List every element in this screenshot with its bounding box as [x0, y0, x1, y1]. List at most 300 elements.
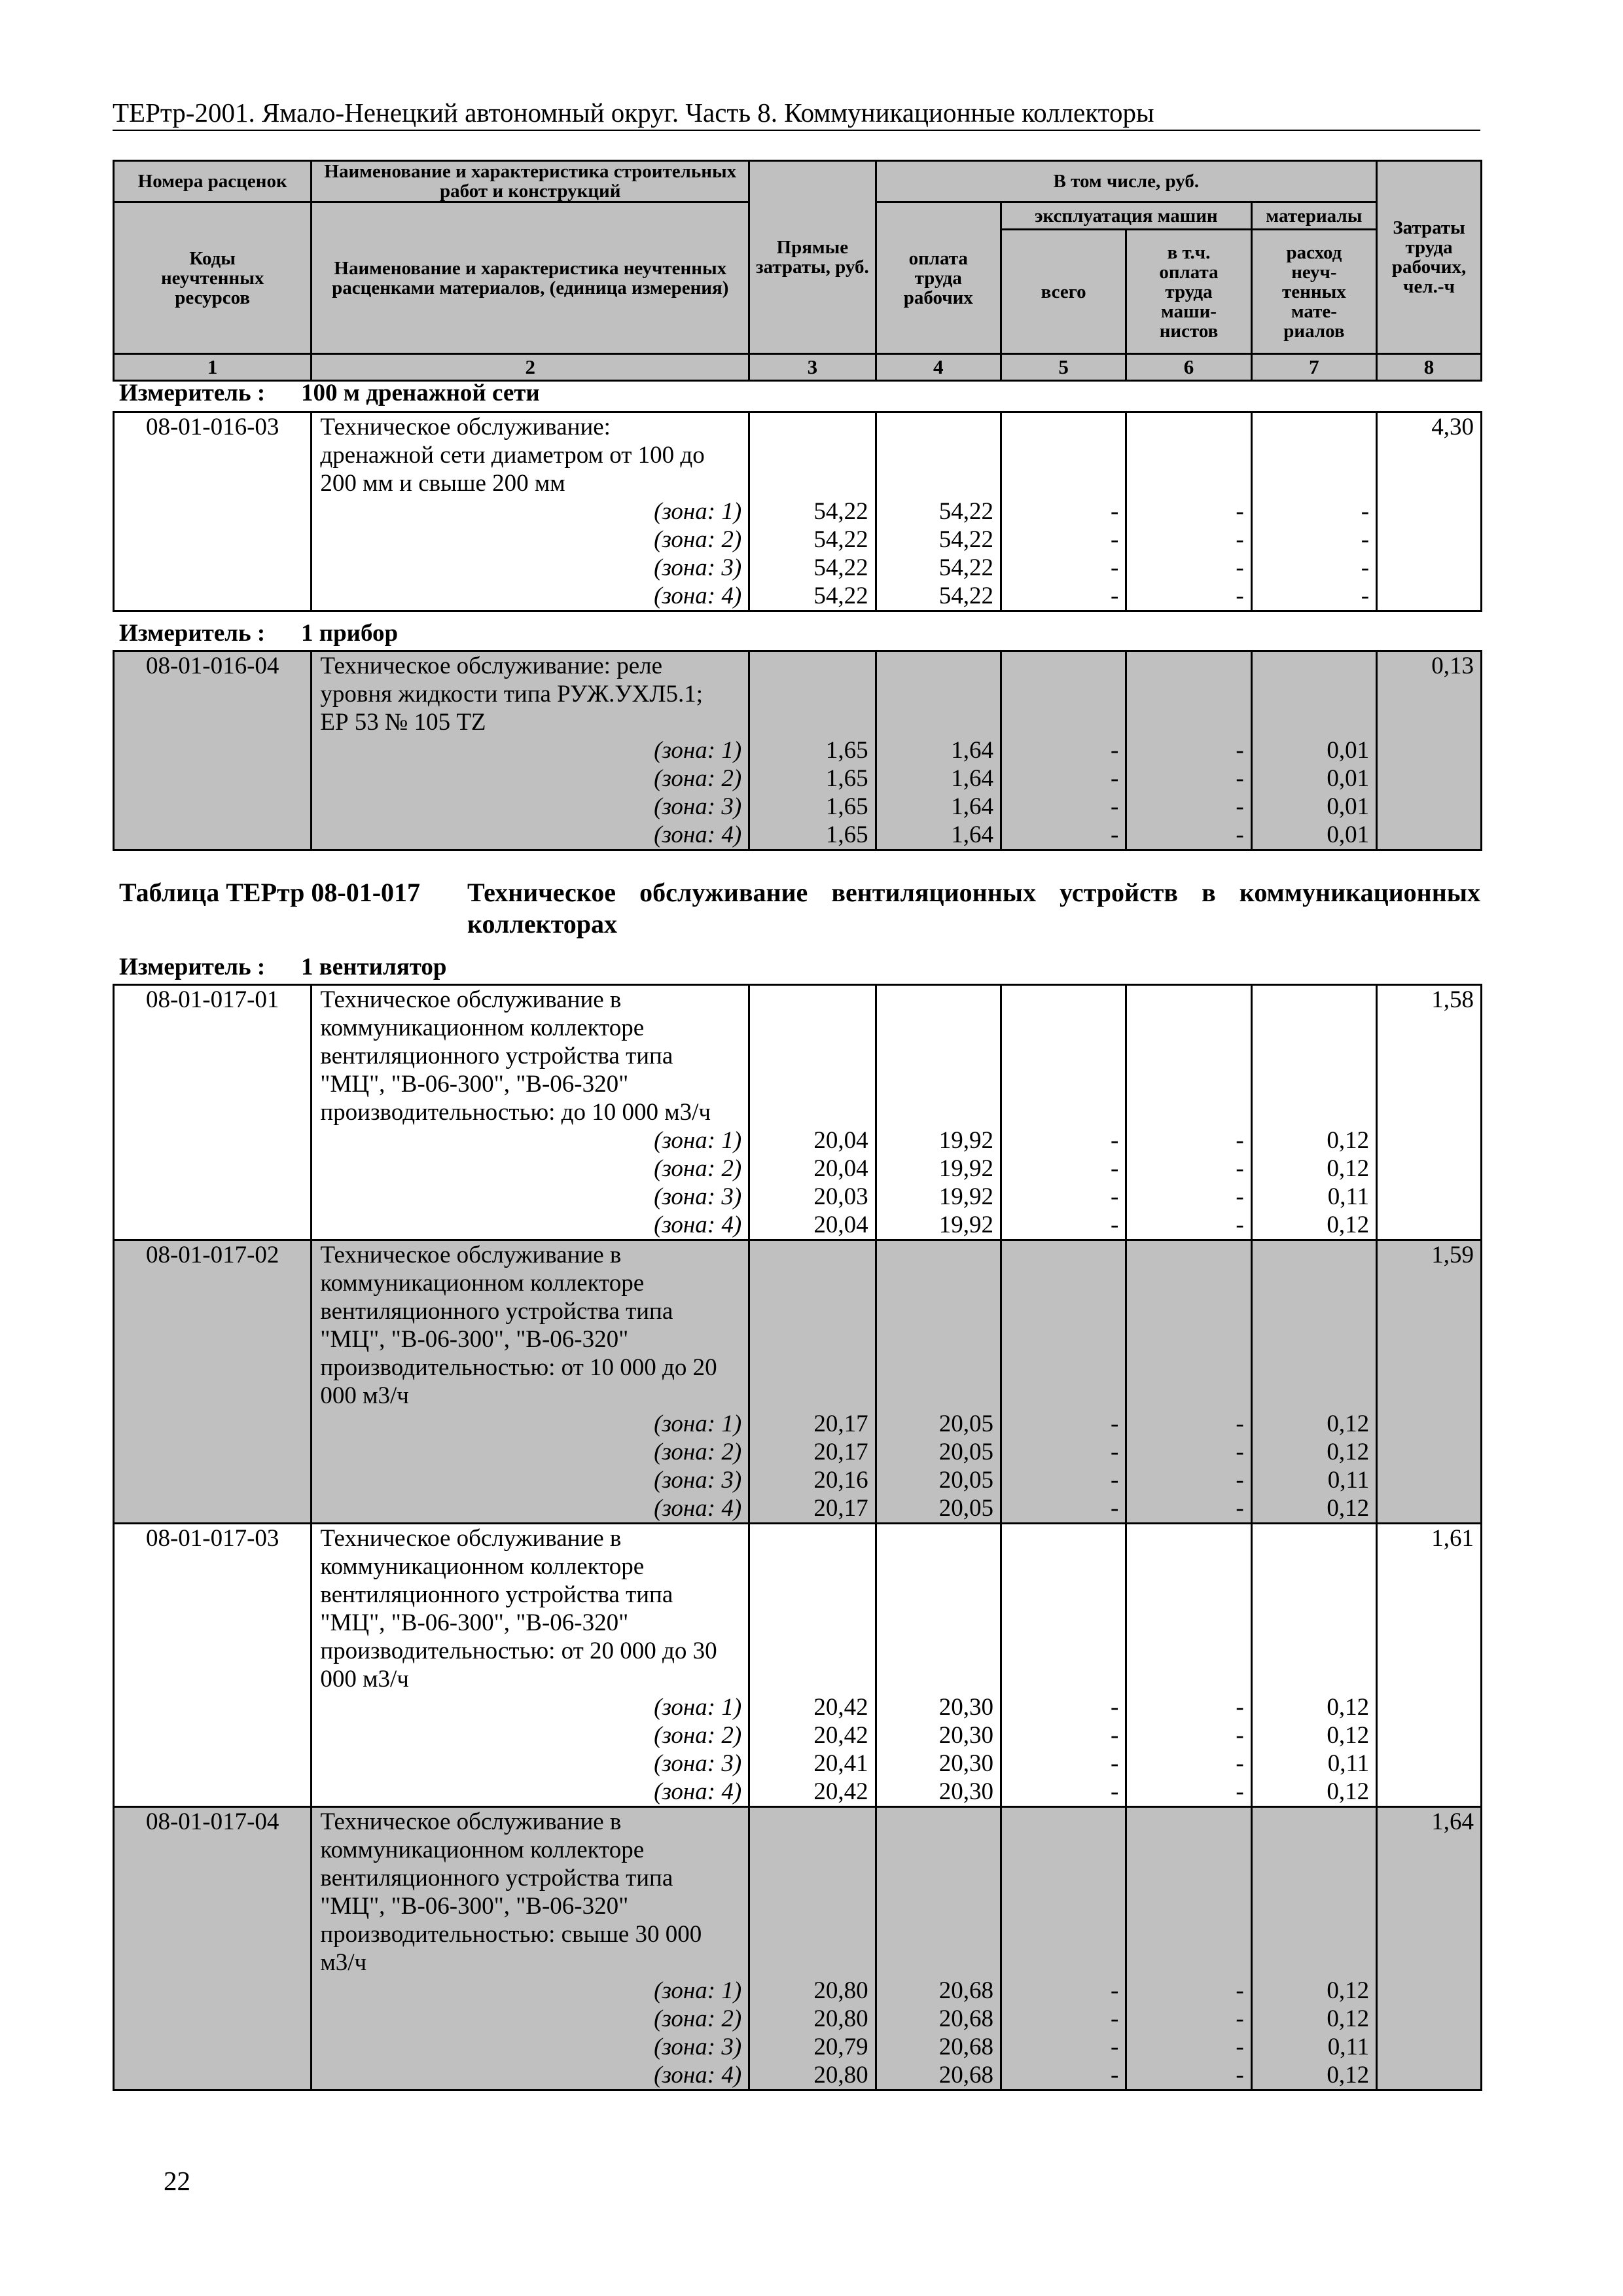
header-col4: оплата труда рабочих	[876, 202, 1001, 354]
labor-cost-value-cell	[876, 1807, 1001, 2090]
labor-cost-value: 19,92	[938, 1183, 993, 1210]
materials-value: 0,12	[1327, 1722, 1370, 1749]
direct-cost-value-cell	[749, 651, 876, 850]
machinist-labor-value: -	[1236, 737, 1244, 764]
machine-cost-value-cell	[1001, 985, 1126, 1240]
zone-label: (зона: 2)	[654, 1439, 742, 1465]
direct-cost-value: 54,22	[813, 554, 868, 581]
table-title-text: Техническое обслуживание вентиляционных устройств в коммуникационных коллекторах	[467, 878, 1480, 939]
machine-cost-value: -	[1111, 1722, 1119, 1749]
labor-hours-value: 1,64	[1431, 1808, 1474, 1835]
zone-label: (зона: 1)	[654, 1127, 742, 1154]
header-col1-top: Номера расценок	[114, 161, 312, 202]
labor-cost-value: 20,68	[938, 2005, 993, 2032]
spacer	[750, 652, 874, 736]
machine-cost-value: -	[1111, 765, 1119, 792]
header-materials: материалы	[1251, 202, 1376, 230]
labor-cost-value: 20,05	[938, 1439, 993, 1465]
zone-label: (зона: 3)	[654, 554, 742, 581]
rate-code: 08-01-017-03	[114, 1524, 312, 1807]
machine-cost-value-cell	[1001, 1807, 1126, 2090]
labor-cost-value: 54,22	[938, 554, 993, 581]
direct-cost-value: 1,65	[825, 821, 868, 848]
machinist-labor-value: -	[1236, 1410, 1244, 1437]
description-line: 000 м3/ч	[320, 1666, 409, 1693]
zone-label: (зона: 1)	[654, 498, 742, 525]
description-line: ЕР 53 № 105 TZ	[320, 709, 486, 736]
direct-cost-value: 20,42	[813, 1694, 868, 1721]
labor-cost-value: 20,30	[938, 1750, 993, 1777]
direct-cost-value: 20,04	[813, 1155, 868, 1182]
materials-value-cell	[1251, 1807, 1376, 2090]
labor-cost-value: 20,30	[938, 1778, 993, 1805]
direct-cost-value: 20,17	[813, 1495, 868, 1522]
machinist-labor-value: -	[1236, 1778, 1244, 1805]
machinist-labor-value-cell	[1126, 1524, 1251, 1807]
machine-cost-value: -	[1111, 2062, 1119, 2089]
description-line: дренажной сети диаметром от 100 до	[320, 442, 705, 469]
description-line: производительностью: от 10 000 до 20	[320, 1354, 717, 1381]
page-number: 22	[164, 2166, 190, 2196]
machine-cost-value: -	[1111, 1977, 1119, 2004]
header-col8: Затраты труда рабочих, чел.-ч	[1377, 161, 1482, 354]
materials-value: 0,11	[1327, 1750, 1370, 1777]
spacer	[1002, 1524, 1125, 1693]
materials-value: 0,12	[1327, 1495, 1370, 1522]
measure-unit: 100 м дренажной сети	[301, 380, 540, 406]
spacer	[1253, 1241, 1376, 1410]
table-row	[114, 651, 1482, 850]
machinist-labor-value-cell	[1126, 651, 1251, 850]
labor-cost-value: 1,64	[951, 793, 993, 820]
labor-cost-value-cell	[876, 1524, 1001, 1807]
materials-value: 0,01	[1327, 765, 1370, 792]
materials-value-cell	[1251, 412, 1376, 611]
materials-value-cell	[1251, 1524, 1376, 1807]
machine-cost-value: -	[1111, 1467, 1119, 1494]
machinist-labor-value: -	[1236, 2005, 1244, 2032]
materials-value: -	[1361, 583, 1370, 609]
machine-cost-value: -	[1111, 1410, 1119, 1437]
spacer	[1002, 413, 1125, 497]
labor-cost-value: 1,64	[951, 821, 993, 848]
rate-description	[312, 1524, 749, 1807]
rate-description	[312, 1240, 749, 1524]
description-line: коммуникационном коллекторе	[320, 1270, 645, 1297]
machinist-labor-value: -	[1236, 583, 1244, 609]
table-row	[114, 985, 1482, 1240]
machine-cost-value: -	[1111, 1183, 1119, 1210]
machine-cost-value: -	[1111, 583, 1119, 609]
description-line: вентиляционного устройства типа	[320, 1043, 673, 1069]
materials-value: -	[1361, 554, 1370, 581]
measure-label: Измеритель :	[119, 954, 266, 980]
zone-label: (зона: 4)	[654, 1211, 742, 1238]
machine-cost-value: -	[1111, 793, 1119, 820]
machinist-labor-value: -	[1236, 1211, 1244, 1238]
labor-hours-value: 1,61	[1431, 1525, 1474, 1552]
labor-hours-value: 1,58	[1431, 986, 1474, 1013]
rate-code: 08-01-017-02	[114, 1240, 312, 1524]
labor-cost-value: 20,68	[938, 1977, 993, 2004]
description-line: производительностью: свыше 30 000	[320, 1921, 702, 1948]
materials-value: 0,11	[1327, 1467, 1370, 1494]
running-header: ТЕРтр-2001. Ямало-Ненецкий автономный округ. Часть 8. Коммуникационные коллекторы	[113, 97, 1480, 131]
labor-hours-cell	[1377, 651, 1482, 850]
description-line: "МЦ", "В-06-300", "В-06-320"	[320, 1071, 629, 1098]
direct-cost-value-cell	[749, 1240, 876, 1524]
spacer	[1253, 986, 1376, 1126]
col-number-7: 7	[1251, 354, 1376, 381]
table-header	[113, 160, 1482, 382]
labor-cost-value: 1,64	[951, 737, 993, 764]
machinist-labor-value: -	[1236, 1467, 1244, 1494]
labor-cost-value: 54,22	[938, 583, 993, 609]
direct-cost-value: 20,04	[813, 1211, 868, 1238]
direct-cost-value: 1,65	[825, 765, 868, 792]
measure-line	[119, 380, 540, 407]
spacer	[877, 1808, 1000, 1977]
price-table	[113, 984, 1482, 2091]
machinist-labor-value: -	[1236, 1750, 1244, 1777]
machine-cost-value: -	[1111, 1155, 1119, 1182]
materials-value: 0,12	[1327, 1410, 1370, 1437]
rate-code: 08-01-016-04	[114, 651, 312, 850]
description-line: производительностью: от 20 000 до 30	[320, 1638, 717, 1664]
spacer	[1253, 1808, 1376, 1977]
labor-cost-value: 20,30	[938, 1694, 993, 1721]
materials-value: 0,12	[1327, 1694, 1370, 1721]
header-col5: всего	[1001, 230, 1126, 354]
spacer	[1002, 986, 1125, 1126]
direct-cost-value-cell	[749, 985, 876, 1240]
measure-unit: 1 прибор	[301, 620, 399, 647]
machine-cost-value: -	[1111, 737, 1119, 764]
measure-line	[119, 620, 398, 647]
spacer	[1253, 652, 1376, 736]
zone-label: (зона: 2)	[654, 1155, 742, 1182]
table-row	[114, 1524, 1482, 1807]
machine-cost-value: -	[1111, 1495, 1119, 1522]
rate-description	[312, 412, 749, 611]
labor-hours-cell	[1377, 1524, 1482, 1807]
description-line: вентиляционного устройства типа	[320, 1581, 673, 1608]
labor-hours-cell	[1377, 1240, 1482, 1524]
labor-hours-value: 1,59	[1431, 1242, 1474, 1268]
machinist-labor-value: -	[1236, 1439, 1244, 1465]
machinist-labor-value: -	[1236, 554, 1244, 581]
header-col3: Прямые затраты, руб.	[749, 161, 876, 354]
direct-cost-value: 20,04	[813, 1127, 868, 1154]
spacer	[1127, 652, 1250, 736]
header-col6: в т.ч. оплата труда маши-нистов	[1126, 230, 1251, 354]
materials-value: 0,12	[1327, 1778, 1370, 1805]
spacer	[1253, 413, 1376, 497]
direct-cost-value: 1,65	[825, 737, 868, 764]
zone-label: (зона: 4)	[654, 583, 742, 609]
materials-value: 0,12	[1327, 1977, 1370, 2004]
machinist-labor-value: -	[1236, 1155, 1244, 1182]
machinist-labor-value-cell	[1126, 985, 1251, 1240]
materials-value: 0,01	[1327, 821, 1370, 848]
machine-cost-value: -	[1111, 554, 1119, 581]
materials-value-cell	[1251, 985, 1376, 1240]
table-row	[114, 412, 1482, 611]
header-group: В том числе, руб.	[876, 161, 1377, 202]
description-line: Техническое обслуживание в	[320, 986, 622, 1013]
col-number-6: 6	[1126, 354, 1251, 381]
zone-label: (зона: 4)	[654, 1495, 742, 1522]
description-line: Техническое обслуживание в	[320, 1525, 622, 1552]
machine-cost-value: -	[1111, 1211, 1119, 1238]
direct-cost-value: 20,80	[813, 2005, 868, 2032]
measure-label: Измеритель :	[119, 380, 266, 406]
labor-hours-cell	[1377, 412, 1482, 611]
direct-cost-value: 1,65	[825, 793, 868, 820]
spacer	[1127, 413, 1250, 497]
col-number-3: 3	[749, 354, 876, 381]
labor-cost-value: 54,22	[938, 498, 993, 525]
table-row	[114, 1240, 1482, 1524]
materials-value-cell	[1251, 651, 1376, 850]
direct-cost-value: 20,79	[813, 2034, 868, 2060]
machine-cost-value: -	[1111, 1127, 1119, 1154]
zone-label: (зона: 1)	[654, 1410, 742, 1437]
header-machines: эксплуатация машин	[1001, 202, 1251, 230]
spacer	[750, 1241, 874, 1410]
materials-value: 0,01	[1327, 793, 1370, 820]
machine-cost-value: -	[1111, 1439, 1119, 1465]
description-line: Техническое обслуживание:	[320, 414, 611, 440]
machinist-labor-value: -	[1236, 1977, 1244, 2004]
machinist-labor-value: -	[1236, 526, 1244, 553]
table-title-code: Таблица ТЕРтр 08-01-017	[119, 878, 421, 907]
labor-cost-value: 20,30	[938, 1722, 993, 1749]
labor-hours-cell	[1377, 985, 1482, 1240]
description-line: 200 мм и свыше 200 мм	[320, 470, 565, 497]
machine-cost-value: -	[1111, 526, 1119, 553]
materials-value: 0,12	[1327, 2005, 1370, 2032]
spacer	[1127, 986, 1250, 1126]
description-line: 000 м3/ч	[320, 1382, 409, 1409]
zone-label: (зона: 2)	[654, 1722, 742, 1749]
direct-cost-value: 54,22	[813, 583, 868, 609]
spacer	[1253, 1524, 1376, 1693]
header-col2-top: Наименование и характеристика строительных работ и конструкций	[312, 161, 749, 202]
materials-value: -	[1361, 526, 1370, 553]
spacer	[877, 1524, 1000, 1693]
spacer	[750, 413, 874, 497]
labor-cost-value-cell	[876, 651, 1001, 850]
header-col7: расход неуч-тенных мате-риалов	[1251, 230, 1376, 354]
spacer	[1002, 1241, 1125, 1410]
zone-label: (зона: 2)	[654, 765, 742, 792]
direct-cost-value: 54,22	[813, 498, 868, 525]
direct-cost-value: 54,22	[813, 526, 868, 553]
machinist-labor-value: -	[1236, 793, 1244, 820]
direct-cost-value: 20,80	[813, 2062, 868, 2089]
zone-label: (зона: 3)	[654, 1183, 742, 1210]
col-number-1: 1	[114, 354, 312, 381]
spacer	[1002, 1808, 1125, 1977]
materials-value: 0,12	[1327, 1155, 1370, 1182]
direct-cost-value-cell	[749, 412, 876, 611]
rate-description	[312, 1807, 749, 2090]
zone-label: (зона: 3)	[654, 1467, 742, 1494]
labor-cost-value: 19,92	[938, 1155, 993, 1182]
labor-cost-value-cell	[876, 985, 1001, 1240]
col-number-2: 2	[312, 354, 749, 381]
zone-label: (зона: 3)	[654, 1750, 742, 1777]
zone-label: (зона: 1)	[654, 737, 742, 764]
description-line: коммуникационном коллекторе	[320, 1014, 645, 1041]
labor-cost-value: 20,68	[938, 2034, 993, 2060]
spacer	[750, 1808, 874, 1977]
description-line: коммуникационном коллекторе	[320, 1553, 645, 1580]
header-col2-bottom: Наименование и характеристика неучтенных расценками материалов, (единица измерения)	[312, 202, 749, 354]
labor-hours-cell	[1377, 1807, 1482, 2090]
machine-cost-value: -	[1111, 2005, 1119, 2032]
machine-cost-value: -	[1111, 1778, 1119, 1805]
spacer	[1127, 1241, 1250, 1410]
spacer	[750, 986, 874, 1126]
description-line: коммуникационном коллекторе	[320, 1837, 645, 1863]
description-line: Техническое обслуживание в	[320, 1808, 622, 1835]
description-line: Техническое обслуживание: реле	[320, 653, 663, 679]
price-table	[113, 650, 1482, 851]
labor-cost-value: 19,92	[938, 1211, 993, 1238]
col-number-8: 8	[1377, 354, 1482, 381]
direct-cost-value: 20,16	[813, 1467, 868, 1494]
labor-cost-value: 54,22	[938, 526, 993, 553]
description-line: производительностью: до 10 000 м3/ч	[320, 1099, 711, 1126]
zone-label: (зона: 3)	[654, 793, 742, 820]
machinist-labor-value: -	[1236, 1495, 1244, 1522]
rate-code: 08-01-017-01	[114, 985, 312, 1240]
description-line: м3/ч	[320, 1949, 367, 1976]
materials-value: 0,12	[1327, 1211, 1370, 1238]
materials-value: 0,12	[1327, 1127, 1370, 1154]
machinist-labor-value: -	[1236, 1694, 1244, 1721]
zone-label: (зона: 2)	[654, 2005, 742, 2032]
labor-cost-value: 1,64	[951, 765, 993, 792]
labor-cost-value: 20,05	[938, 1467, 993, 1494]
spacer	[877, 652, 1000, 736]
zone-label: (зона: 2)	[654, 526, 742, 553]
materials-value: 0,11	[1327, 2034, 1370, 2060]
machine-cost-value-cell	[1001, 1240, 1126, 1524]
labor-hours-value: 0,13	[1431, 653, 1474, 679]
machine-cost-value: -	[1111, 821, 1119, 848]
direct-cost-value: 20,17	[813, 1439, 868, 1465]
materials-value: 0,01	[1327, 737, 1370, 764]
machinist-labor-value: -	[1236, 498, 1244, 525]
machine-cost-value: -	[1111, 1694, 1119, 1721]
zone-label: (зона: 4)	[654, 2062, 742, 2089]
spacer	[877, 1241, 1000, 1410]
col-number-5: 5	[1001, 354, 1126, 381]
zone-label: (зона: 3)	[654, 2034, 742, 2060]
machine-cost-value: -	[1111, 2034, 1119, 2060]
header-col1-bottom: Коды неучтенных ресурсов	[114, 202, 312, 354]
direct-cost-value: 20,42	[813, 1778, 868, 1805]
spacer	[877, 986, 1000, 1126]
direct-cost-value: 20,41	[813, 1750, 868, 1777]
direct-cost-value-cell	[749, 1807, 876, 2090]
spacer	[877, 413, 1000, 497]
labor-cost-value: 20,68	[938, 2062, 993, 2089]
materials-value: 0,11	[1327, 1183, 1370, 1210]
machinist-labor-value: -	[1236, 2062, 1244, 2089]
rate-description	[312, 651, 749, 850]
direct-cost-value: 20,03	[813, 1183, 868, 1210]
spacer	[1127, 1808, 1250, 1977]
rate-code: 08-01-016-03	[114, 412, 312, 611]
spacer	[1002, 652, 1125, 736]
zone-label: (зона: 4)	[654, 821, 742, 848]
machine-cost-value: -	[1111, 1750, 1119, 1777]
measure-unit: 1 вентилятор	[301, 954, 447, 980]
machinist-labor-value: -	[1236, 821, 1244, 848]
materials-value: 0,12	[1327, 1439, 1370, 1465]
direct-cost-value-cell	[749, 1524, 876, 1807]
machine-cost-value-cell	[1001, 651, 1126, 850]
materials-value: -	[1361, 498, 1370, 525]
machinist-labor-value: -	[1236, 2034, 1244, 2060]
materials-value-cell	[1251, 1240, 1376, 1524]
price-table	[113, 411, 1482, 612]
machinist-labor-value: -	[1236, 765, 1244, 792]
machine-cost-value: -	[1111, 498, 1119, 525]
description-line: Техническое обслуживание в	[320, 1242, 622, 1268]
description-line: вентиляционного устройства типа	[320, 1865, 673, 1892]
labor-cost-value: 20,05	[938, 1410, 993, 1437]
measure-label: Измеритель :	[119, 620, 266, 647]
machinist-labor-value: -	[1236, 1722, 1244, 1749]
machinist-labor-value-cell	[1126, 1240, 1251, 1524]
spacer	[750, 1524, 874, 1693]
zone-label: (зона: 1)	[654, 1694, 742, 1721]
direct-cost-value: 20,17	[813, 1410, 868, 1437]
materials-value: 0,12	[1327, 2062, 1370, 2089]
col-number-4: 4	[876, 354, 1001, 381]
zone-label: (зона: 1)	[654, 1977, 742, 2004]
labor-cost-value-cell	[876, 412, 1001, 611]
direct-cost-value: 20,42	[813, 1722, 868, 1749]
description-line: "МЦ", "В-06-300", "В-06-320"	[320, 1893, 629, 1920]
spacer	[1127, 1524, 1250, 1693]
description-line: "МЦ", "В-06-300", "В-06-320"	[320, 1326, 629, 1353]
rate-code: 08-01-017-04	[114, 1807, 312, 2090]
machine-cost-value-cell	[1001, 412, 1126, 611]
zone-label: (зона: 4)	[654, 1778, 742, 1805]
machinist-labor-value-cell	[1126, 412, 1251, 611]
table-row	[114, 1807, 1482, 2090]
labor-cost-value: 20,05	[938, 1495, 993, 1522]
machine-cost-value-cell	[1001, 1524, 1126, 1807]
machinist-labor-value: -	[1236, 1183, 1244, 1210]
machinist-labor-value: -	[1236, 1127, 1244, 1154]
description-line: "МЦ", "В-06-300", "В-06-320"	[320, 1609, 629, 1636]
description-line: уровня жидкости типа РУЖ.УХЛ5.1;	[320, 681, 703, 708]
direct-cost-value: 20,80	[813, 1977, 868, 2004]
description-line: вентиляционного устройства типа	[320, 1298, 673, 1325]
labor-hours-value: 4,30	[1431, 414, 1474, 440]
rate-description	[312, 985, 749, 1240]
measure-line	[119, 954, 447, 981]
machinist-labor-value-cell	[1126, 1807, 1251, 2090]
labor-cost-value-cell	[876, 1240, 1001, 1524]
